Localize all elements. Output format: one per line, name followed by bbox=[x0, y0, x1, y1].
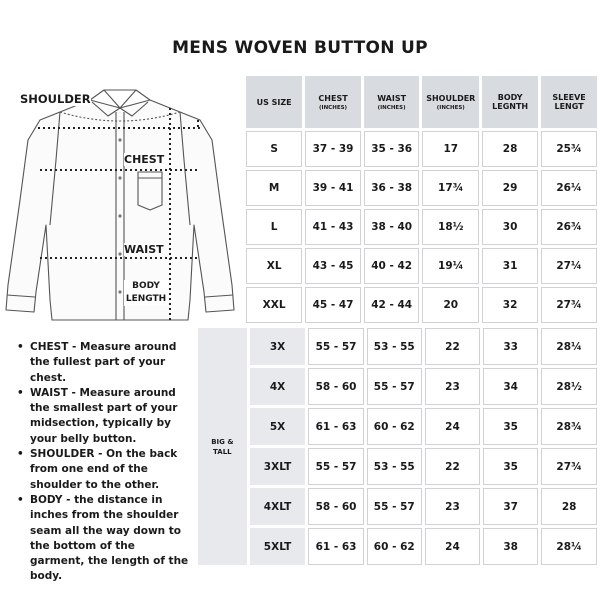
label-waist: WAIST bbox=[124, 243, 164, 256]
column-header-main: SHOULDER bbox=[426, 93, 476, 103]
column-header-sub: (INCHES) bbox=[436, 104, 465, 111]
size-cell: M bbox=[246, 170, 302, 206]
value-cell: 45 - 47 bbox=[305, 287, 361, 323]
column-header bbox=[364, 76, 420, 128]
note-waist: • WAIST - Measure around the smallest part of your midsection, typically by your belly button. bbox=[14, 386, 192, 447]
size-cell: 3XLT bbox=[250, 448, 306, 485]
value-cell: 61 - 63 bbox=[308, 528, 363, 565]
value-cell: 61 - 63 bbox=[308, 408, 363, 445]
value-cell: 28¼ bbox=[541, 328, 597, 365]
value-cell: 25¾ bbox=[541, 131, 597, 167]
size-cell: XXL bbox=[246, 287, 302, 323]
table-row bbox=[246, 209, 597, 245]
column-header-main: US SIZE bbox=[256, 97, 292, 107]
value-cell: 24 bbox=[425, 528, 480, 565]
value-cell: 35 - 36 bbox=[364, 131, 420, 167]
value-cell: 34 bbox=[483, 368, 538, 405]
table-row bbox=[198, 488, 597, 525]
value-cell: 22 bbox=[425, 448, 480, 485]
size-table-header bbox=[246, 76, 597, 128]
value-cell: 37 bbox=[483, 488, 538, 525]
label-body-line1: BODY bbox=[132, 281, 160, 291]
value-cell: 31 bbox=[482, 248, 538, 284]
label-body-length bbox=[124, 280, 168, 306]
value-cell: 28¾ bbox=[541, 408, 597, 445]
value-cell: 18½ bbox=[422, 209, 479, 245]
column-header-main: SLEEVE bbox=[552, 93, 586, 102]
value-cell: 24 bbox=[425, 408, 480, 445]
value-cell: 28 bbox=[482, 131, 538, 167]
value-cell: 27¼ bbox=[541, 248, 597, 284]
label-body-line2: LENGTH bbox=[125, 294, 167, 304]
value-cell: 33 bbox=[483, 328, 538, 365]
value-cell: 36 - 38 bbox=[364, 170, 420, 206]
column-header-sub: LENGT bbox=[554, 102, 584, 111]
big-tall-group-label bbox=[198, 328, 247, 565]
column-header-sub: (INCHES) bbox=[319, 104, 348, 111]
value-cell: 28½ bbox=[541, 368, 597, 405]
group-label-line2: TALL bbox=[213, 447, 232, 456]
column-header bbox=[541, 76, 597, 128]
value-cell: 41 - 43 bbox=[305, 209, 361, 245]
value-cell: 55 - 57 bbox=[367, 368, 422, 405]
value-cell: 20 bbox=[422, 287, 479, 323]
table-row bbox=[198, 408, 597, 445]
value-cell: 23 bbox=[425, 368, 480, 405]
value-cell: 55 - 57 bbox=[367, 488, 422, 525]
column-header bbox=[482, 76, 538, 128]
size-cell: 4X bbox=[250, 368, 306, 405]
note-shoulder: • SHOULDER - On the back from one end of the shoulder to the other. bbox=[14, 447, 192, 493]
value-cell: 19¼ bbox=[422, 248, 479, 284]
table-row bbox=[198, 328, 597, 365]
value-cell: 26¼ bbox=[541, 170, 597, 206]
size-cell: S bbox=[246, 131, 302, 167]
table-row bbox=[246, 131, 597, 167]
table-row bbox=[246, 287, 597, 323]
value-cell: 28 bbox=[541, 488, 597, 525]
column-header bbox=[422, 76, 479, 128]
value-cell: 55 - 57 bbox=[308, 448, 363, 485]
value-cell: 32 bbox=[482, 287, 538, 323]
value-cell: 27¾ bbox=[541, 448, 597, 485]
column-header-sub: LEGNTH bbox=[492, 102, 529, 111]
size-cell: XL bbox=[246, 248, 302, 284]
table-row bbox=[246, 170, 597, 206]
value-cell: 55 - 57 bbox=[308, 328, 363, 365]
size-cell: 5XLT bbox=[250, 528, 306, 565]
size-cell: 5X bbox=[250, 408, 306, 445]
size-cell: L bbox=[246, 209, 302, 245]
page-title: MENS WOVEN BUTTON UP bbox=[172, 38, 428, 58]
value-cell: 38 - 40 bbox=[364, 209, 420, 245]
column-header bbox=[305, 76, 361, 128]
value-cell: 38 bbox=[483, 528, 538, 565]
value-cell: 43 - 45 bbox=[305, 248, 361, 284]
label-shoulder: SHOULDER bbox=[20, 92, 91, 106]
value-cell: 35 bbox=[483, 448, 538, 485]
value-cell: 23 bbox=[425, 488, 480, 525]
label-chest: CHEST bbox=[124, 153, 165, 166]
group-label-line1: BIG & bbox=[211, 437, 234, 446]
column-header-main: BODY bbox=[497, 93, 523, 102]
value-cell: 53 - 55 bbox=[367, 328, 422, 365]
value-cell: 37 - 39 bbox=[305, 131, 361, 167]
value-cell: 40 - 42 bbox=[364, 248, 420, 284]
table-row bbox=[198, 368, 597, 405]
value-cell: 27¾ bbox=[541, 287, 597, 323]
size-cell: 3X bbox=[250, 328, 306, 365]
value-cell: 29 bbox=[482, 170, 538, 206]
measurement-notes bbox=[14, 340, 192, 585]
size-cell: 4XLT bbox=[250, 488, 306, 525]
value-cell: 58 - 60 bbox=[308, 488, 363, 525]
value-cell: 17¾ bbox=[422, 170, 479, 206]
column-header-main: WAIST bbox=[377, 93, 407, 103]
shirt-diagram bbox=[0, 80, 240, 330]
value-cell: 60 - 62 bbox=[367, 408, 422, 445]
table-row bbox=[246, 248, 597, 284]
value-cell: 28¼ bbox=[541, 528, 597, 565]
note-chest: • CHEST - Measure around the fullest part of your chest. bbox=[14, 340, 192, 386]
value-cell: 39 - 41 bbox=[305, 170, 361, 206]
column-header bbox=[246, 76, 302, 128]
value-cell: 60 - 62 bbox=[367, 528, 422, 565]
value-cell: 26¾ bbox=[541, 209, 597, 245]
column-header-main: CHEST bbox=[318, 93, 348, 103]
value-cell: 53 - 55 bbox=[367, 448, 422, 485]
value-cell: 22 bbox=[425, 328, 480, 365]
note-body: • BODY - the distance in inches from the shoulder seam all the way down to the bottom of the garment, the length of the body. bbox=[14, 493, 192, 585]
value-cell: 42 - 44 bbox=[364, 287, 420, 323]
column-header-sub: (INCHES) bbox=[377, 104, 406, 111]
value-cell: 35 bbox=[483, 408, 538, 445]
table-row bbox=[198, 528, 597, 565]
table-row bbox=[198, 448, 597, 485]
size-table bbox=[243, 73, 600, 326]
value-cell: 30 bbox=[482, 209, 538, 245]
value-cell: 58 - 60 bbox=[308, 368, 363, 405]
big-tall-table bbox=[195, 325, 600, 568]
value-cell: 17 bbox=[422, 131, 479, 167]
